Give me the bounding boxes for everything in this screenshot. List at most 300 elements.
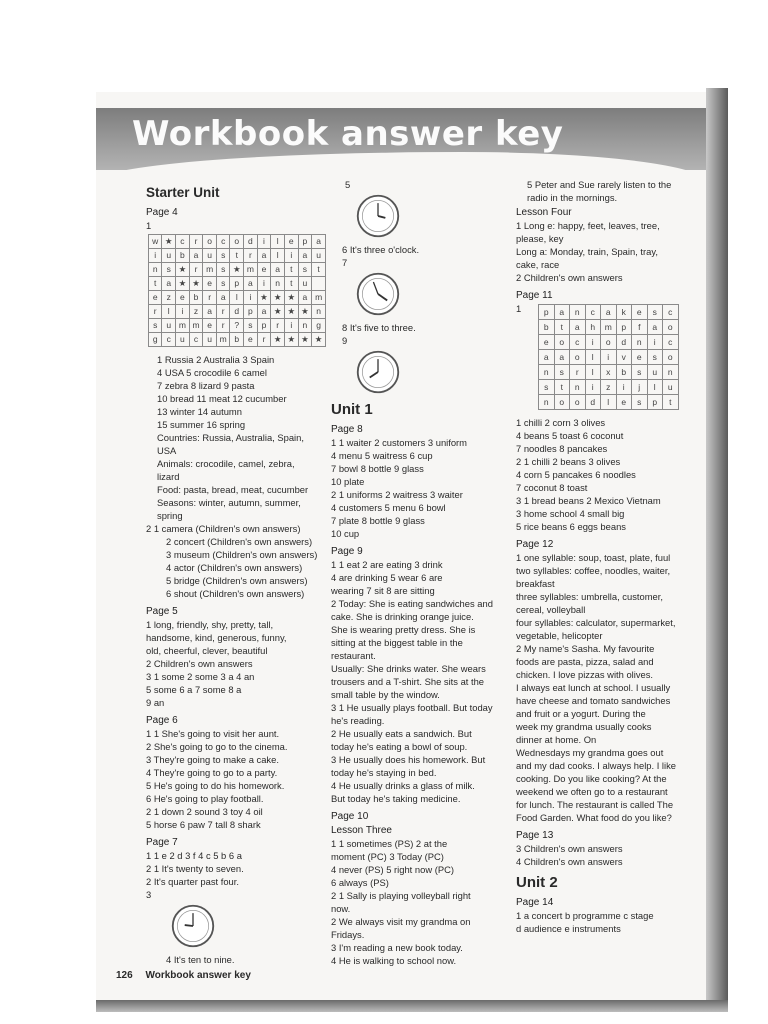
grid-cell: n bbox=[570, 380, 586, 395]
grid-cell: e bbox=[616, 395, 632, 410]
grid-cell: ★ bbox=[284, 333, 298, 347]
answer-line: 2 1 camera (Children's own answers) bbox=[146, 523, 301, 534]
grid-cell: n bbox=[298, 319, 312, 333]
grid-cell: t bbox=[284, 263, 298, 277]
answer-line: 2 My name's Sasha. My favourite bbox=[516, 643, 655, 654]
grid-cell: z bbox=[601, 380, 617, 395]
grid-cell: a bbox=[647, 320, 663, 335]
answer-line: 5 horse 6 paw 7 tall 8 shark bbox=[146, 819, 261, 830]
answer-list bbox=[516, 219, 701, 284]
answer-line: 4 He is walking to school now. bbox=[331, 955, 457, 966]
answer-line: 3 I'm reading a new book today. bbox=[331, 942, 463, 953]
answer-line: 5 bbox=[345, 179, 351, 190]
answer-line: 4 They're going to go to a party. bbox=[146, 767, 278, 778]
grid-row bbox=[539, 305, 679, 320]
grid-cell: e bbox=[632, 305, 648, 320]
grid-cell: p bbox=[244, 305, 258, 319]
grid-cell: n bbox=[539, 395, 555, 410]
grid-cell: n bbox=[539, 365, 555, 380]
answer-line: 9 bbox=[342, 335, 348, 346]
answer-list bbox=[146, 535, 326, 600]
grid-cell: o bbox=[663, 320, 679, 335]
answer-line: dinner at home. On bbox=[516, 734, 597, 745]
page-heading-8: Page 8 bbox=[331, 424, 363, 435]
answer-line: cake, race bbox=[516, 259, 560, 270]
grid-cell: ★ bbox=[162, 235, 176, 249]
answer-line: 2 1 down 2 sound 3 toy 4 oil bbox=[146, 806, 263, 817]
grid-cell: t bbox=[230, 249, 244, 263]
grid-cell: p bbox=[230, 277, 244, 291]
grid-cell: s bbox=[244, 319, 258, 333]
grid-row bbox=[539, 350, 679, 365]
grid-cell: c bbox=[585, 305, 601, 320]
grid-cell: m bbox=[312, 291, 326, 305]
grid-cell: f bbox=[632, 320, 648, 335]
grid-cell: s bbox=[162, 263, 176, 277]
answer-line: 3 museum (Children's own answers) bbox=[166, 549, 318, 560]
grid-cell: s bbox=[554, 365, 570, 380]
answer-list bbox=[146, 727, 326, 831]
grid-cell: o bbox=[230, 235, 244, 249]
grid-cell: ★ bbox=[271, 305, 285, 319]
grid-cell: ★ bbox=[284, 305, 298, 319]
grid-cell: p bbox=[616, 320, 632, 335]
grid-cell: o bbox=[570, 395, 586, 410]
answer-line: cooking. Do you like cooking? At the bbox=[516, 773, 667, 784]
grid-cell: r bbox=[149, 305, 162, 319]
answer-line: 7 zebra 8 lizard 9 pasta bbox=[157, 380, 255, 391]
grid-cell: s bbox=[216, 249, 230, 263]
grid-cell: i bbox=[284, 319, 298, 333]
answer-line: 1 long, friendly, shy, pretty, tall, bbox=[146, 619, 274, 630]
answer-list bbox=[516, 842, 701, 868]
answer-line: foods are pasta, pizza, salad and bbox=[516, 656, 654, 667]
answer-line: 5 rice beans 6 eggs beans bbox=[516, 521, 626, 532]
grid-cell: c bbox=[216, 235, 230, 249]
grid-cell: u bbox=[312, 249, 326, 263]
answer-line: moment (PC) 3 Today (PC) bbox=[331, 851, 444, 862]
answer-line: 7 coconut 8 toast bbox=[516, 482, 588, 493]
answer-line: 4 It's ten to nine. bbox=[166, 954, 235, 965]
answer-line: 8 It's five to three. bbox=[342, 322, 416, 333]
answer-line: 10 bread 11 meat 12 cucumber bbox=[157, 393, 287, 404]
grid-cell: r bbox=[244, 249, 258, 263]
answer-line: 2 Children's own answers bbox=[146, 658, 253, 669]
grid-cell: s bbox=[539, 380, 555, 395]
answer-line: Usually: She drinks water. She wears bbox=[331, 663, 486, 674]
answer-line: 5 Peter and Sue rarely listen to the bbox=[527, 179, 672, 190]
answer-line: 2 She's going to go to the cinema. bbox=[146, 741, 288, 752]
answer-line: Animals: crocodile, camel, zebra, bbox=[157, 458, 295, 469]
grid-cell: e bbox=[203, 319, 217, 333]
grid-cell: e bbox=[244, 333, 258, 347]
grid-cell: ★ bbox=[271, 333, 285, 347]
answer-list bbox=[146, 353, 326, 431]
answer-line: 10 plate bbox=[331, 476, 365, 487]
grid-cell: r bbox=[216, 305, 230, 319]
grid-cell: n bbox=[663, 365, 679, 380]
grid-cell: r bbox=[189, 263, 203, 277]
grid-cell: c bbox=[189, 333, 203, 347]
grid-cell: a bbox=[271, 263, 285, 277]
answer-line: today he's staying in bed. bbox=[331, 767, 437, 778]
answer-line: 5 some 6 a 7 some 8 a bbox=[146, 684, 242, 695]
grid-cell: m bbox=[189, 319, 203, 333]
answer-line: 4 menu 5 waitress 6 cup bbox=[331, 450, 433, 461]
grid-cell: ★ bbox=[312, 333, 326, 347]
answer-line: lizard bbox=[157, 471, 180, 482]
answer-line: sitting at the biggest table in the bbox=[331, 637, 463, 648]
answer-line: 1 1 e 2 d 3 f 4 c 5 b 6 a bbox=[146, 850, 242, 861]
answer-line: radio in the mornings. bbox=[527, 192, 618, 203]
grid-cell: a bbox=[539, 350, 555, 365]
grid-cell: r bbox=[570, 365, 586, 380]
answer-line: he's reading. bbox=[331, 715, 385, 726]
answer-line: Wednesdays my grandma goes out bbox=[516, 747, 664, 758]
grid-cell: s bbox=[216, 263, 230, 277]
answer-line: I always eat lunch at school. I usually bbox=[516, 682, 671, 693]
answer-line: restaurant. bbox=[331, 650, 376, 661]
grid-cell: r bbox=[216, 319, 230, 333]
answer-list bbox=[331, 837, 511, 967]
grid-cell: m bbox=[176, 319, 190, 333]
answer-line: 3 He usually does his homework. But bbox=[331, 754, 486, 765]
answer-line: two syllables: coffee, noodles, waiter, bbox=[516, 565, 671, 576]
answer-line: 7 bbox=[342, 257, 348, 268]
grid-cell: j bbox=[632, 380, 648, 395]
answer-line: 4 actor (Children's own answers) bbox=[166, 562, 303, 573]
grid-cell: p bbox=[539, 305, 555, 320]
answer-line: 3 1 some 2 some 3 a 4 an bbox=[146, 671, 255, 682]
page-heading-13: Page 13 bbox=[516, 830, 554, 841]
grid-cell: n bbox=[632, 335, 648, 350]
grid-cell: o bbox=[203, 235, 217, 249]
grid-cell: a bbox=[570, 320, 586, 335]
grid-cell: n bbox=[312, 305, 326, 319]
answer-line: 1 1 eat 2 are eating 3 drink bbox=[331, 559, 443, 570]
answer-line: and fruit or a yogurt. During the bbox=[516, 708, 646, 719]
answer-line: weekend we often go to a restaurant bbox=[516, 786, 668, 797]
grid-cell: b bbox=[176, 249, 190, 263]
grid-cell: u bbox=[162, 249, 176, 263]
grid-row bbox=[149, 263, 326, 277]
answer-line: 2 Today: She is eating sandwiches and bbox=[331, 598, 493, 609]
answer-line: 6 It's three o'clock. bbox=[342, 244, 420, 255]
grid-row bbox=[149, 319, 326, 333]
grid-cell: b bbox=[189, 291, 203, 305]
grid-cell: m bbox=[601, 320, 617, 335]
grid-row bbox=[539, 335, 679, 350]
answer-line: 5 He's going to do his homework. bbox=[146, 780, 285, 791]
answer-line: 3 1 He usually plays football. But today bbox=[331, 702, 493, 713]
answer-line: 7 noodles 8 pancakes bbox=[516, 443, 608, 454]
scan-edge-bottom bbox=[96, 1000, 728, 1012]
answer-list bbox=[516, 178, 701, 204]
grid-cell: ★ bbox=[257, 291, 271, 305]
unit-heading-starter: Starter Unit bbox=[146, 185, 220, 200]
grid-cell: u bbox=[203, 249, 217, 263]
grid-cell: i bbox=[257, 235, 271, 249]
grid-cell: a bbox=[189, 249, 203, 263]
grid-row bbox=[149, 249, 326, 263]
grid-cell: o bbox=[601, 335, 617, 350]
answer-line: 5 bridge (Children's own answers) bbox=[166, 575, 308, 586]
category-list bbox=[146, 431, 326, 522]
answer-line: four syllables: calculator, supermarket, bbox=[516, 617, 676, 628]
answer-line: for lunch. The restaurant is called The bbox=[516, 799, 674, 810]
grid-row bbox=[149, 333, 326, 347]
grid-cell: l bbox=[585, 365, 601, 380]
answer-line: 4 customers 5 menu 6 bowl bbox=[331, 502, 446, 513]
page-heading-12: Page 12 bbox=[516, 539, 554, 550]
answer-line: 1 a concert b programme c stage bbox=[516, 910, 654, 921]
grid-row bbox=[149, 305, 326, 319]
grid-cell: d bbox=[616, 335, 632, 350]
answer-line: 2 It's quarter past four. bbox=[146, 876, 239, 887]
answer-list bbox=[146, 849, 326, 901]
answer-line: 3 They're going to make a cake. bbox=[146, 754, 279, 765]
grid-cell: c bbox=[663, 335, 679, 350]
answer-list bbox=[516, 909, 701, 935]
grid-cell: b bbox=[230, 333, 244, 347]
wordsearch-grid-1 bbox=[148, 234, 326, 347]
grid-row bbox=[149, 291, 326, 305]
answer-line: week my grandma usually cooks bbox=[516, 721, 652, 732]
answer-line: 1 chilli 2 corn 3 olives bbox=[516, 417, 606, 428]
grid-cell: e bbox=[149, 291, 162, 305]
answer-list bbox=[146, 618, 326, 709]
grid-cell: a bbox=[554, 350, 570, 365]
answer-line: 6 He's going to play football. bbox=[146, 793, 264, 804]
grid-cell: n bbox=[149, 263, 162, 277]
grid-cell: ★ bbox=[176, 277, 190, 291]
grid-cell: e bbox=[203, 277, 217, 291]
answer-list bbox=[331, 436, 511, 540]
grid-cell: i bbox=[647, 335, 663, 350]
answer-line: have cheese and tomato sandwiches bbox=[516, 695, 671, 706]
grid-cell: o bbox=[663, 350, 679, 365]
answer-list bbox=[516, 416, 701, 533]
grid-cell: n bbox=[570, 305, 586, 320]
grid-cell: e bbox=[539, 335, 555, 350]
answer-line: Countries: Russia, Australia, Spain, bbox=[157, 432, 304, 443]
answer-line: 3 home school 4 small big bbox=[516, 508, 625, 519]
grid-cell: i bbox=[585, 380, 601, 395]
page-heading-4: Page 4 bbox=[146, 207, 178, 218]
grid-cell: ★ bbox=[176, 263, 190, 277]
answer-line: 1 1 She's going to visit her aunt. bbox=[146, 728, 280, 739]
grid-cell: r bbox=[257, 333, 271, 347]
scan-edge-right bbox=[706, 88, 728, 1008]
grid-cell: r bbox=[203, 291, 217, 305]
grid-row bbox=[539, 395, 679, 410]
grid-cell: a bbox=[298, 291, 312, 305]
answer-line: Food Garden. What food do you like? bbox=[516, 812, 672, 823]
grid-cell: h bbox=[585, 320, 601, 335]
answer-line: 2 1 Sally is playing volleyball right bbox=[331, 890, 471, 901]
answer-line: 3 Children's own answers bbox=[516, 843, 623, 854]
grid-cell: l bbox=[271, 235, 285, 249]
answer-line: 4 Children's own answers bbox=[516, 856, 623, 867]
grid-cell: ★ bbox=[271, 291, 285, 305]
grid-cell: e bbox=[176, 291, 190, 305]
grid-cell: r bbox=[189, 235, 203, 249]
grid-cell: c bbox=[570, 335, 586, 350]
grid-cell: s bbox=[149, 319, 162, 333]
grid-cell: t bbox=[554, 320, 570, 335]
grid-cell: ★ bbox=[298, 333, 312, 347]
grid-cell: e bbox=[632, 350, 648, 365]
grid-cell: i bbox=[616, 380, 632, 395]
answer-line: 1 Russia 2 Australia 3 Spain bbox=[157, 354, 275, 365]
grid-row bbox=[149, 277, 326, 291]
grid-cell: i bbox=[585, 335, 601, 350]
grid-cell: ★ bbox=[284, 291, 298, 305]
grid-cell: a bbox=[162, 277, 176, 291]
unit-heading-1: Unit 1 bbox=[331, 401, 373, 418]
grid-cell: ★ bbox=[189, 277, 203, 291]
answer-line: 2 We always visit my grandma on bbox=[331, 916, 471, 927]
grid-cell: s bbox=[632, 365, 648, 380]
grid-row bbox=[539, 380, 679, 395]
grid-cell: k bbox=[616, 305, 632, 320]
grid-cell: i bbox=[257, 277, 271, 291]
answer-line: vegetable, helicopter bbox=[516, 630, 603, 641]
grid-cell: c bbox=[176, 235, 190, 249]
grid-cell: p bbox=[257, 319, 271, 333]
grid-cell: l bbox=[601, 395, 617, 410]
grid-cell: r bbox=[271, 319, 285, 333]
answer-line: three syllables: umbrella, customer, bbox=[516, 591, 663, 602]
column-2 bbox=[331, 178, 511, 967]
grid-cell: t bbox=[149, 277, 162, 291]
answer-line: small table by the window. bbox=[331, 689, 440, 700]
page-heading-11: Page 11 bbox=[516, 290, 553, 301]
page-heading-5: Page 5 bbox=[146, 606, 178, 617]
grid-cell: x bbox=[601, 365, 617, 380]
answer-line: 2 He usually eats a sandwich. But bbox=[331, 728, 472, 739]
grid-cell: a bbox=[601, 305, 617, 320]
answer-line: Food: pasta, bread, meat, cucumber bbox=[157, 484, 309, 495]
grid-cell: a bbox=[298, 249, 312, 263]
column-3 bbox=[516, 178, 701, 935]
grid-cell: t bbox=[312, 263, 326, 277]
answer-line: Seasons: winter, autumn, summer, bbox=[157, 497, 301, 508]
answer-line: cereal, volleyball bbox=[516, 604, 586, 615]
grid-cell: p bbox=[298, 235, 312, 249]
grid-cell: i bbox=[176, 305, 190, 319]
answer-line: 3 1 bread beans 2 Mexico Vietnam bbox=[516, 495, 661, 506]
grid-cell: o bbox=[554, 335, 570, 350]
answer-line: USA bbox=[157, 445, 177, 456]
answer-line: 2 Children's own answers bbox=[516, 272, 623, 283]
grid-cell: u bbox=[162, 319, 176, 333]
column-1 bbox=[146, 178, 326, 966]
grid-cell: a bbox=[203, 305, 217, 319]
grid-cell: i bbox=[601, 350, 617, 365]
grid-cell: o bbox=[570, 350, 586, 365]
answer-list bbox=[331, 558, 511, 805]
page-heading-14: Page 14 bbox=[516, 897, 554, 908]
wordsearch-grid-2 bbox=[538, 304, 679, 410]
grid-cell: m bbox=[216, 333, 230, 347]
grid-cell: a bbox=[257, 249, 271, 263]
answer-line: 2 1 uniforms 2 waitress 3 waiter bbox=[331, 489, 463, 500]
answer-line: spring bbox=[157, 510, 183, 521]
answer-line: breakfast bbox=[516, 578, 555, 589]
grid-cell: a bbox=[554, 305, 570, 320]
answer-line: Long a: Monday, train, Spain, tray, bbox=[516, 246, 658, 257]
grid-cell: u bbox=[176, 333, 190, 347]
answer-line: 4 are drinking 5 wear 6 are bbox=[331, 572, 443, 583]
grid-cell: ★ bbox=[298, 305, 312, 319]
grid-cell: o bbox=[554, 395, 570, 410]
grid-cell: i bbox=[244, 291, 258, 305]
answer-line: 6 always (PS) bbox=[331, 877, 389, 888]
grid-cell: s bbox=[647, 350, 663, 365]
grid-cell: u bbox=[647, 365, 663, 380]
grid-cell: l bbox=[230, 291, 244, 305]
grid-cell: u bbox=[203, 333, 217, 347]
grid-cell: ? bbox=[230, 319, 244, 333]
lesson-heading-four: Lesson Four bbox=[516, 207, 572, 218]
grid-cell: a bbox=[312, 235, 326, 249]
answer-line: 6 shout (Children's own answers) bbox=[166, 588, 305, 599]
grid-cell: s bbox=[647, 305, 663, 320]
grid-cell: t bbox=[284, 277, 298, 291]
answer-line: But today he's taking medicine. bbox=[331, 793, 461, 804]
footer-label: Workbook answer key bbox=[145, 970, 251, 981]
grid-cell: z bbox=[162, 291, 176, 305]
answer-line: 7 bowl 8 bottle 9 glass bbox=[331, 463, 424, 474]
answer-line: 9 an bbox=[146, 697, 165, 708]
answer-line: 4 beans 5 toast 6 coconut bbox=[516, 430, 624, 441]
answer-line: 1 1 waiter 2 customers 3 uniform bbox=[331, 437, 467, 448]
clock-icon bbox=[355, 349, 401, 395]
page-title: Workbook answer key bbox=[132, 114, 564, 154]
grid-cell: g bbox=[149, 333, 162, 347]
answer-line: 1 1 sometimes (PS) 2 at the bbox=[331, 838, 448, 849]
grid-cell: a bbox=[216, 291, 230, 305]
grid-cell: s bbox=[298, 263, 312, 277]
exercise-number: 1 bbox=[516, 303, 522, 314]
answer-line: handsome, kind, generous, funny, bbox=[146, 632, 287, 643]
page-heading-6: Page 6 bbox=[146, 715, 178, 726]
lesson-heading-three: Lesson Three bbox=[331, 825, 392, 836]
answer-line: 2 concert (Children's own answers) bbox=[166, 536, 313, 547]
page-heading-10: Page 10 bbox=[331, 811, 369, 822]
answer-line: Fridays. bbox=[331, 929, 365, 940]
answer-line: 4 corn 5 pancakes 6 noodles bbox=[516, 469, 636, 480]
answer-line: today he's eating a bowl of soup. bbox=[331, 741, 468, 752]
grid-cell: l bbox=[162, 305, 176, 319]
page-heading-9: Page 9 bbox=[331, 546, 363, 557]
grid-cell: s bbox=[216, 277, 230, 291]
grid-cell: c bbox=[663, 305, 679, 320]
grid-cell: t bbox=[554, 380, 570, 395]
answer-line: now. bbox=[331, 903, 351, 914]
grid-cell: t bbox=[663, 395, 679, 410]
answer-line: old, cheerful, clever, beautiful bbox=[146, 645, 268, 656]
answer-line: please, key bbox=[516, 233, 564, 244]
answer-line: 10 cup bbox=[331, 528, 360, 539]
grid-cell: i bbox=[284, 249, 298, 263]
answer-line: d audience e instruments bbox=[516, 923, 621, 934]
grid-cell: b bbox=[539, 320, 555, 335]
grid-cell: ★ bbox=[230, 263, 244, 277]
answer-list bbox=[516, 551, 701, 824]
grid-cell: i bbox=[149, 249, 162, 263]
